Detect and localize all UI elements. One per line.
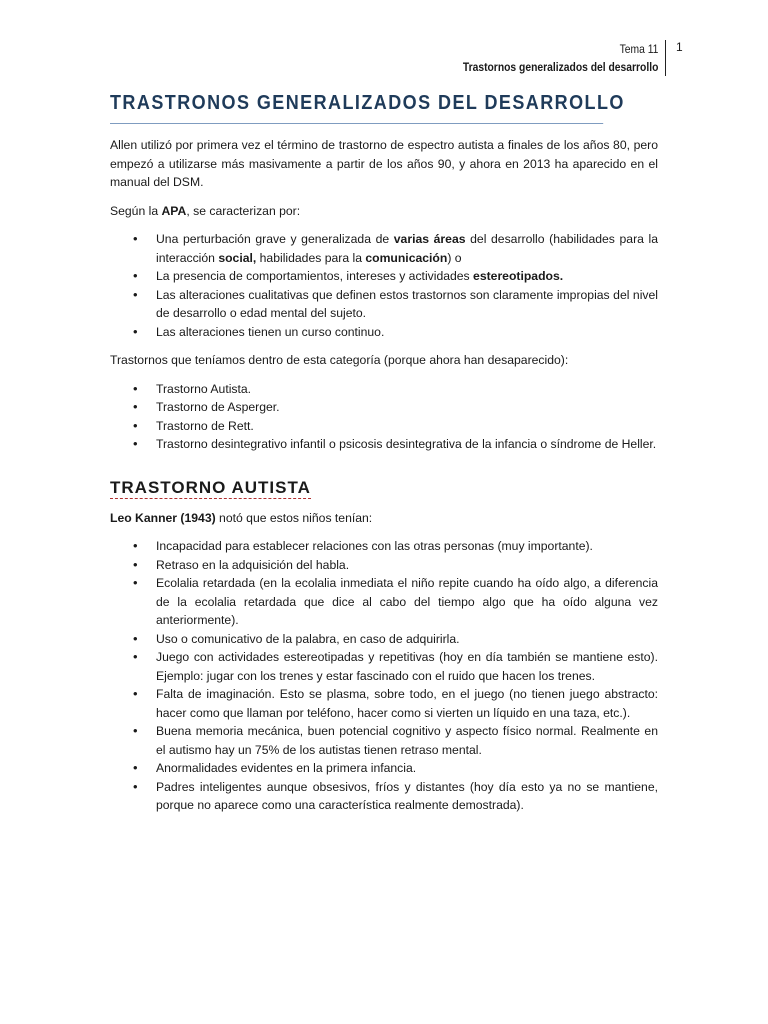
- list-item: • Incapacidad para establecer relaciones con las otras personas (muy importante).: [156, 537, 658, 556]
- apa-paragraph: [110, 202, 658, 221]
- text-fragment: del desarrollo (habilidades para la interacción: [156, 232, 659, 265]
- list-item: • Trastorno desintegrativo infantil o psicosis desintegrativa de la infancia o síndrome de Heller.: [156, 435, 658, 454]
- kanner-list: [110, 537, 658, 815]
- bold-fragment: varias áreas: [393, 232, 466, 246]
- disorders-list: [110, 380, 658, 454]
- apa-post: , se caracterizan por:: [186, 203, 301, 218]
- bold-fragment: estereotipados.: [473, 269, 564, 283]
- list-item: • Buena memoria mecánica, buen potencial cognitivo y aspecto físico normal. Realmente en el autismo hay un 75% de los autistas tienen retraso mental.: [156, 722, 658, 759]
- list-item: • Anormalidades evidentes en la primera infancia.: [156, 759, 658, 778]
- list-item: • Trastorno Autista.: [156, 380, 658, 399]
- page-number: 1: [676, 40, 683, 54]
- text-fragment: La presencia de comportamientos, intereses y actividades: [156, 269, 474, 283]
- running-header: [462, 40, 658, 76]
- list-item: • Retraso en la adquisición del habla.: [156, 556, 658, 575]
- header-divider: [665, 40, 666, 76]
- section-heading: TRASTORNO AUTISTA: [110, 477, 311, 497]
- list-item: • Trastorno de Rett.: [156, 417, 658, 436]
- list-item: • Las alteraciones cualitativas que definen estos trastornos son claramente impropias del nivel de desarrollo o edad mental del sujeto.: [156, 286, 658, 323]
- document-title: TRASTRONOS GENERALIZADOS DEL DESARROLLO: [110, 92, 603, 124]
- list-item: • Las alteraciones tienen un curso continuo.: [156, 323, 658, 342]
- apa-pre: Según la: [110, 203, 162, 218]
- text-fragment: Una perturbación grave y generalizada de: [156, 232, 394, 246]
- list-item: • Trastorno de Asperger.: [156, 398, 658, 417]
- list-item: • Falta de imaginación. Esto se plasma, sobre todo, en el juego (no tienen juego abstracto: hacer como que llaman por teléfono, hacer como si vierten un líquido en una taza, etc.).: [156, 685, 658, 722]
- bold-fragment: comunicación: [365, 250, 448, 265]
- intro-paragraph: Allen utilizó por primera vez el término de trastorno de espectro autista a finales de los años 80, pero empezó a utilizarse más masivamente a partir de los años 90, y ahora en 2013 ha aparecido en el manual del DSM.: [110, 138, 658, 189]
- list-item: [156, 267, 658, 286]
- text-fragment: ) o: [447, 250, 462, 265]
- disorders-intro: Trastornos que teníamos dentro de esta categoría (porque ahora han desaparecido):: [110, 353, 569, 367]
- header-subtitle: Trastornos generalizados del desarrollo: [462, 60, 658, 74]
- apa-bold: APA: [161, 203, 187, 218]
- text-fragment: habilidades para la: [256, 250, 366, 265]
- characteristics-list: [110, 230, 658, 341]
- list-item: [156, 230, 658, 267]
- bold-fragment: social,: [218, 250, 257, 265]
- kanner-bold: Leo Kanner (1943): [110, 510, 216, 525]
- list-item: • Juego con actividades estereotipadas y repetitivas (hoy en día también se mantiene esto). Ejemplo: jugar con los trenes y estar fascinado con el ruido que hacen los trenes.: [156, 648, 658, 685]
- kanner-paragraph: [110, 509, 658, 528]
- kanner-post: notó que estos niños tenían:: [215, 510, 373, 525]
- section-heading-wrap: [110, 464, 658, 509]
- title-block: [110, 92, 658, 124]
- list-item: • Ecolalia retardada (en la ecolalia inmediata el niño repite cuando ha oído algo, a diferencia de la ecolalia retardada que dice al cabo del tiempo algo que ha oído alguna vez anteriormente).: [156, 574, 658, 630]
- list-item: • Uso o comunicativo de la palabra, en caso de adquirirla.: [156, 630, 658, 649]
- header-topic: Tema 11: [619, 42, 658, 56]
- list-item: • Padres inteligentes aunque obsesivos, fríos y distantes (hoy día esto ya no se mantiene, porque no aparece como una característica realmente demostrada).: [156, 778, 658, 815]
- document-body: [110, 92, 658, 825]
